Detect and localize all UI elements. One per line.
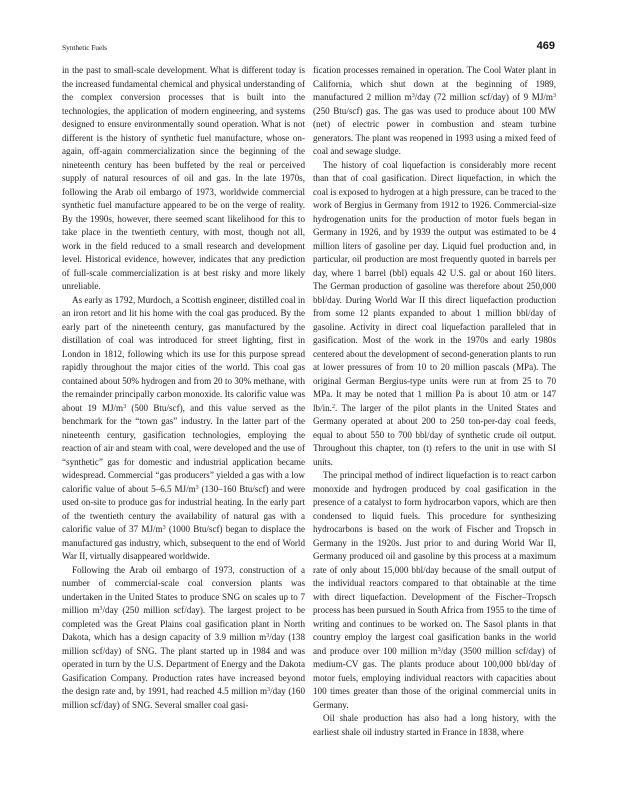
running-head: Synthetic Fuels (62, 43, 107, 52)
paragraph: The history of coal liquefaction is considerably more recent than that of coal gasification. Direct liquefaction, in which the coal is exposed to hydrogen at a high pressure, can be traced to the work of Bergius in Germany from 1912 to 1926. Commercial-size hydrogenation units for the production of motor fuels began in Germany in 1926, and by 1939 the output was estimated to be 4 million liters of gasoline per day. Liquid fuel production and, in particular, oil production are most frequently quoted in barrels per day, where 1 barrel (bbl) equals 42 U.S. gal or about 160 liters. The German production of gasoline was therefore about 250,000 bbl/day. During World War II this direct liquefaction production from some 12 plants expanded to about 1 million bbl/day of gasoline. Activity in direct coal liquefaction paralleled that in gasification. Most of the work in the 1970s and early 1980s centered about the development of second-generation plants to run at lower pressures of from 10 to 20 million pascals (MPa). The original German Bergius-type units were run at from 25 to 70 MPa. It may be noted that 1 million Pa is about 10 atm or 147 lb/in.$^2$. The larger of the pilot plants in the United States and Germany operated at about 200 to 250 ton-per-day coal feeds, equal to about 550 to 700 bbl/day of synthetic crude oil output. Throughout this chapter, ton (t) refers to the unit in use with SI units. (313, 159, 556, 467)
left-column (62, 64, 305, 712)
paragraph: fication processes remained in operation. The Cool Water plant in California, which shut down at the beginning of 1989, manufactured 2 million $m^3$/day (72 million scf/day) of 9 $MJ/m^3$ (250 Btu/scf) gas. The gas was used to produce about 100 MW (net) of electric power in combustion and steam turbine generators. The plant was reopened in 1993 using a mixed feed of coal and sewage sludge. (313, 65, 557, 156)
paragraph: Oil shale production has also had a long history, with the earliest shale oil industry started in France in 1838, where (313, 713, 556, 737)
paragraph: Following the Arab oil embargo of 1973, construction of a number of commercial-scale coal conversion plants was undertaken in the United States to produce SNG on scales up to 7 million $m^3$/day (250 million scf/day). The largest project to be completed was the Great Plains coal gasification plant in North Dakota, which has a design capacity of 3.9 million $m^3$/day (138 million scf/day) of SNG. The plant started up in 1984 and was operated in turn by the U.S. Department of Energy and the Dakota Gasification Company. Production rates have increased beyond the design rate and, by 1991, had reached 4.5 million $m^3$/day (160 million scf/day) of SNG. Several smaller coal gasi- (62, 564, 305, 710)
paragraph: The principal method of indirect liquefaction is to react carbon monoxide and hydrogen produced by coal gasification in the presence of a catalyst to form hydrocarbon vapors, which are then condensed to liquid fuels. This procedure for synthesizing hydrocarbons is based on the work of Fischer and Tropsch in Germany in the 1920s. Just prior to and during World War II, Germany produced oil and gasoline by this process at a maximum rate of only about 15,000 bbl/day because of the small output of the individual reactors compared to that obtainable at the time with direct liquefaction. Development of the Fischer–Tropsch process has been pursued in South Africa from 1955 to the time of writing and continues to be worked on. The Sasol plants in that country employ the largest coal gasification banks in the world and produce over 100 million $m^3$/day (3500 million scf/day) of medium-CV gas. The plants produce about 100,000 bbl/day of motor fuels, employing individual reactors with capacities about 100 times greater than those of the original commercial units in Germany. (313, 470, 556, 710)
paragraph: As early as 1792, Murdoch, a Scottish engineer, distilled coal in an iron retort and lit his home with the coal gas produced. By the early part of the nineteenth century, gas manufactured by the distillation of coal was introduced for street lighting, first in London in 1812, following which its use for this purpose spread rapidly throughout the major cities of the world. This coal gas contained about 50% hydrogen and from 20 to 30% methane, with the remainder principally carbon monoxide. Its calorific value was about 19 $MJ/m^3$ (500 Btu/scf), and this value served as the benchmark for the “town gas” industry. In the latter part of the nineteenth century, gasification technologies, employing the reaction of air and steam with coal, were developed and the use of “synthetic” gas for domestic and industrial application became widespread. Commercial “gas producers” yielded a gas with a low calorific value of about 5–6.5 $MJ/m^3$ (130–160 Btu/scf) and were used on-site to produce gas for industrial heating. In the early part of the twentieth century the availability of natural gas with a calorific value of 37 $MJ/m^3$ (1000 Btu/scf) began to displace the manufactured gas industry, which, subsequent to the end of World War II, virtually disappeared worldwide. (62, 294, 305, 561)
page-number: 469 (536, 40, 555, 52)
paragraph: in the past to small-scale development. What is different today is the increased fundamental chemical and physical understanding of the complex conversion processes that is built into the technologies, the application of modern engineering, and systems designed to ensure environmentally sound operation. What is not different is the history of synthetic fuel manufacture, whose on-again, off-again commercialization since the beginning of the nineteenth century has been buffeted by the real or perceived supply of natural resources of oil and gas. In the late 1970s, following the Arab oil embargo of 1973, worldwide commercial synthetic fuel manufacture appeared to be on the verge of reality. By the 1990s, however, there seemed scant likelihood for this to take place in the twentieth century, with most, though not all, work in the field reduced to a small research and development level. Historical evidence, however, indicates that any prediction of full-scale commercialization is at best risky and more likely unreliable. (62, 65, 305, 291)
right-column (313, 64, 556, 739)
